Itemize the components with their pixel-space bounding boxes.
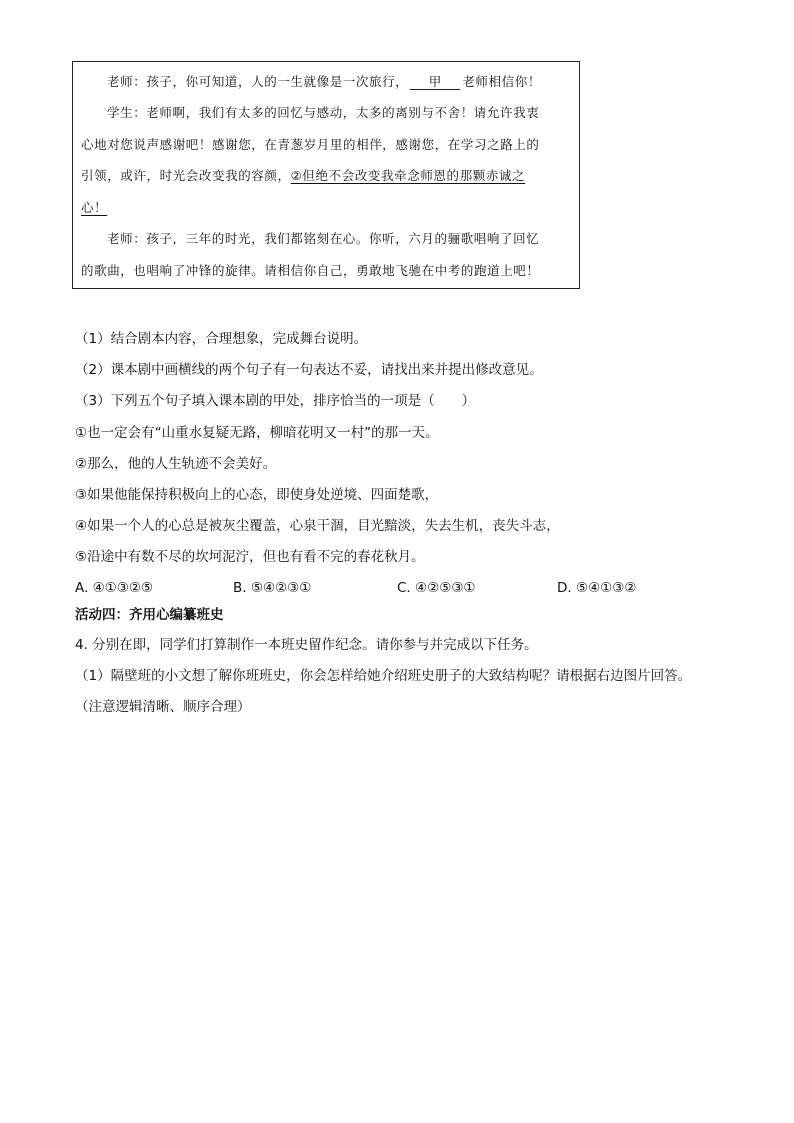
script-line-4 xyxy=(81,168,525,184)
question-1: （1）结合剧本内容，合理想象，完成舞台说明。 xyxy=(75,331,368,347)
script-line-3: 心地对您说声感谢吧！感谢您，在青葱岁月里的相伴，感谢您，在学习之路上的 xyxy=(81,137,540,152)
question-3: （3）下列五个句子填入课本剧的甲处，排序恰当的一项是（ ） xyxy=(75,393,476,409)
speaker-teacher: 老师： xyxy=(107,74,147,89)
script-text: 引领，或许，时光会改变我的容颜， xyxy=(81,168,291,183)
sentence-3: ③如果他能保持积极向上的心态，即使身处逆境、四面楚歌， xyxy=(75,487,439,503)
script-line-6: 老师：孩子，三年的时光，我们都铭刻在心。你听，六月的骊歌唱响了回忆 xyxy=(107,231,540,246)
script-line-7: 的歌曲，也唱响了冲锋的旋律。请相信你自己，勇敢地飞驰在中考的跑道上吧！ xyxy=(81,263,540,278)
sentence-1: ①也一定会有“山重水复疑无路，柳暗花明又一村”的那一天。 xyxy=(75,425,439,441)
sentence-4: ④如果一个人的心总是被灰尘覆盖，心泉干涸，目光黯淡，失去生机，丧失斗志， xyxy=(75,518,560,534)
option-a: A. ④①③②⑤ xyxy=(75,580,154,596)
script-box xyxy=(72,61,580,289)
question-4-1: （1）隔壁班的小文想了解你班班史，你会怎样给她介绍班史册子的大致结构呢？请根据右边图片回答。 xyxy=(75,668,692,684)
option-b: B. ⑤④②③① xyxy=(233,580,312,596)
script-text: 孩子，你可知道，人的一生就像是一次旅行， xyxy=(146,74,409,89)
option-d: D. ⑤④①③② xyxy=(557,580,637,596)
script-line-5 xyxy=(81,200,107,216)
fill-blank-jia: 甲 xyxy=(410,75,460,90)
script-line-2: 学生：老师啊，我们有太多的回忆与感动，太多的离别与不舍！请允许我衷 xyxy=(107,105,540,120)
underlined-sentence-2-end: 心！ xyxy=(81,200,108,215)
question-4: 4. 分别在即，同学们打算制作一本班史留作纪念。请你参与并完成以下任务。 xyxy=(75,637,538,653)
underlined-sentence-2: ②但绝不会改变我牵念师恩的那颗赤诚之 xyxy=(290,168,526,183)
question-4-1-note: （注意逻辑清晰、顺序合理） xyxy=(75,699,251,715)
sentence-2: ②那么，他的人生轨迹不会美好。 xyxy=(75,456,277,472)
question-2: （2）课本剧中画横线的两个句子有一句表达不妥，请找出来并提出修改意见。 xyxy=(75,362,543,378)
answer-options xyxy=(75,579,715,599)
script-line-1 xyxy=(81,74,541,90)
activity-title: 活动四：齐用心编纂班史 xyxy=(75,607,224,623)
sentence-5: ⑤沿途中有数不尽的坎坷泥泞，但也有看不完的春花秋月。 xyxy=(75,549,425,565)
script-text: 老师相信你！ xyxy=(462,74,541,89)
option-c: C. ④②⑤③① xyxy=(397,580,476,596)
